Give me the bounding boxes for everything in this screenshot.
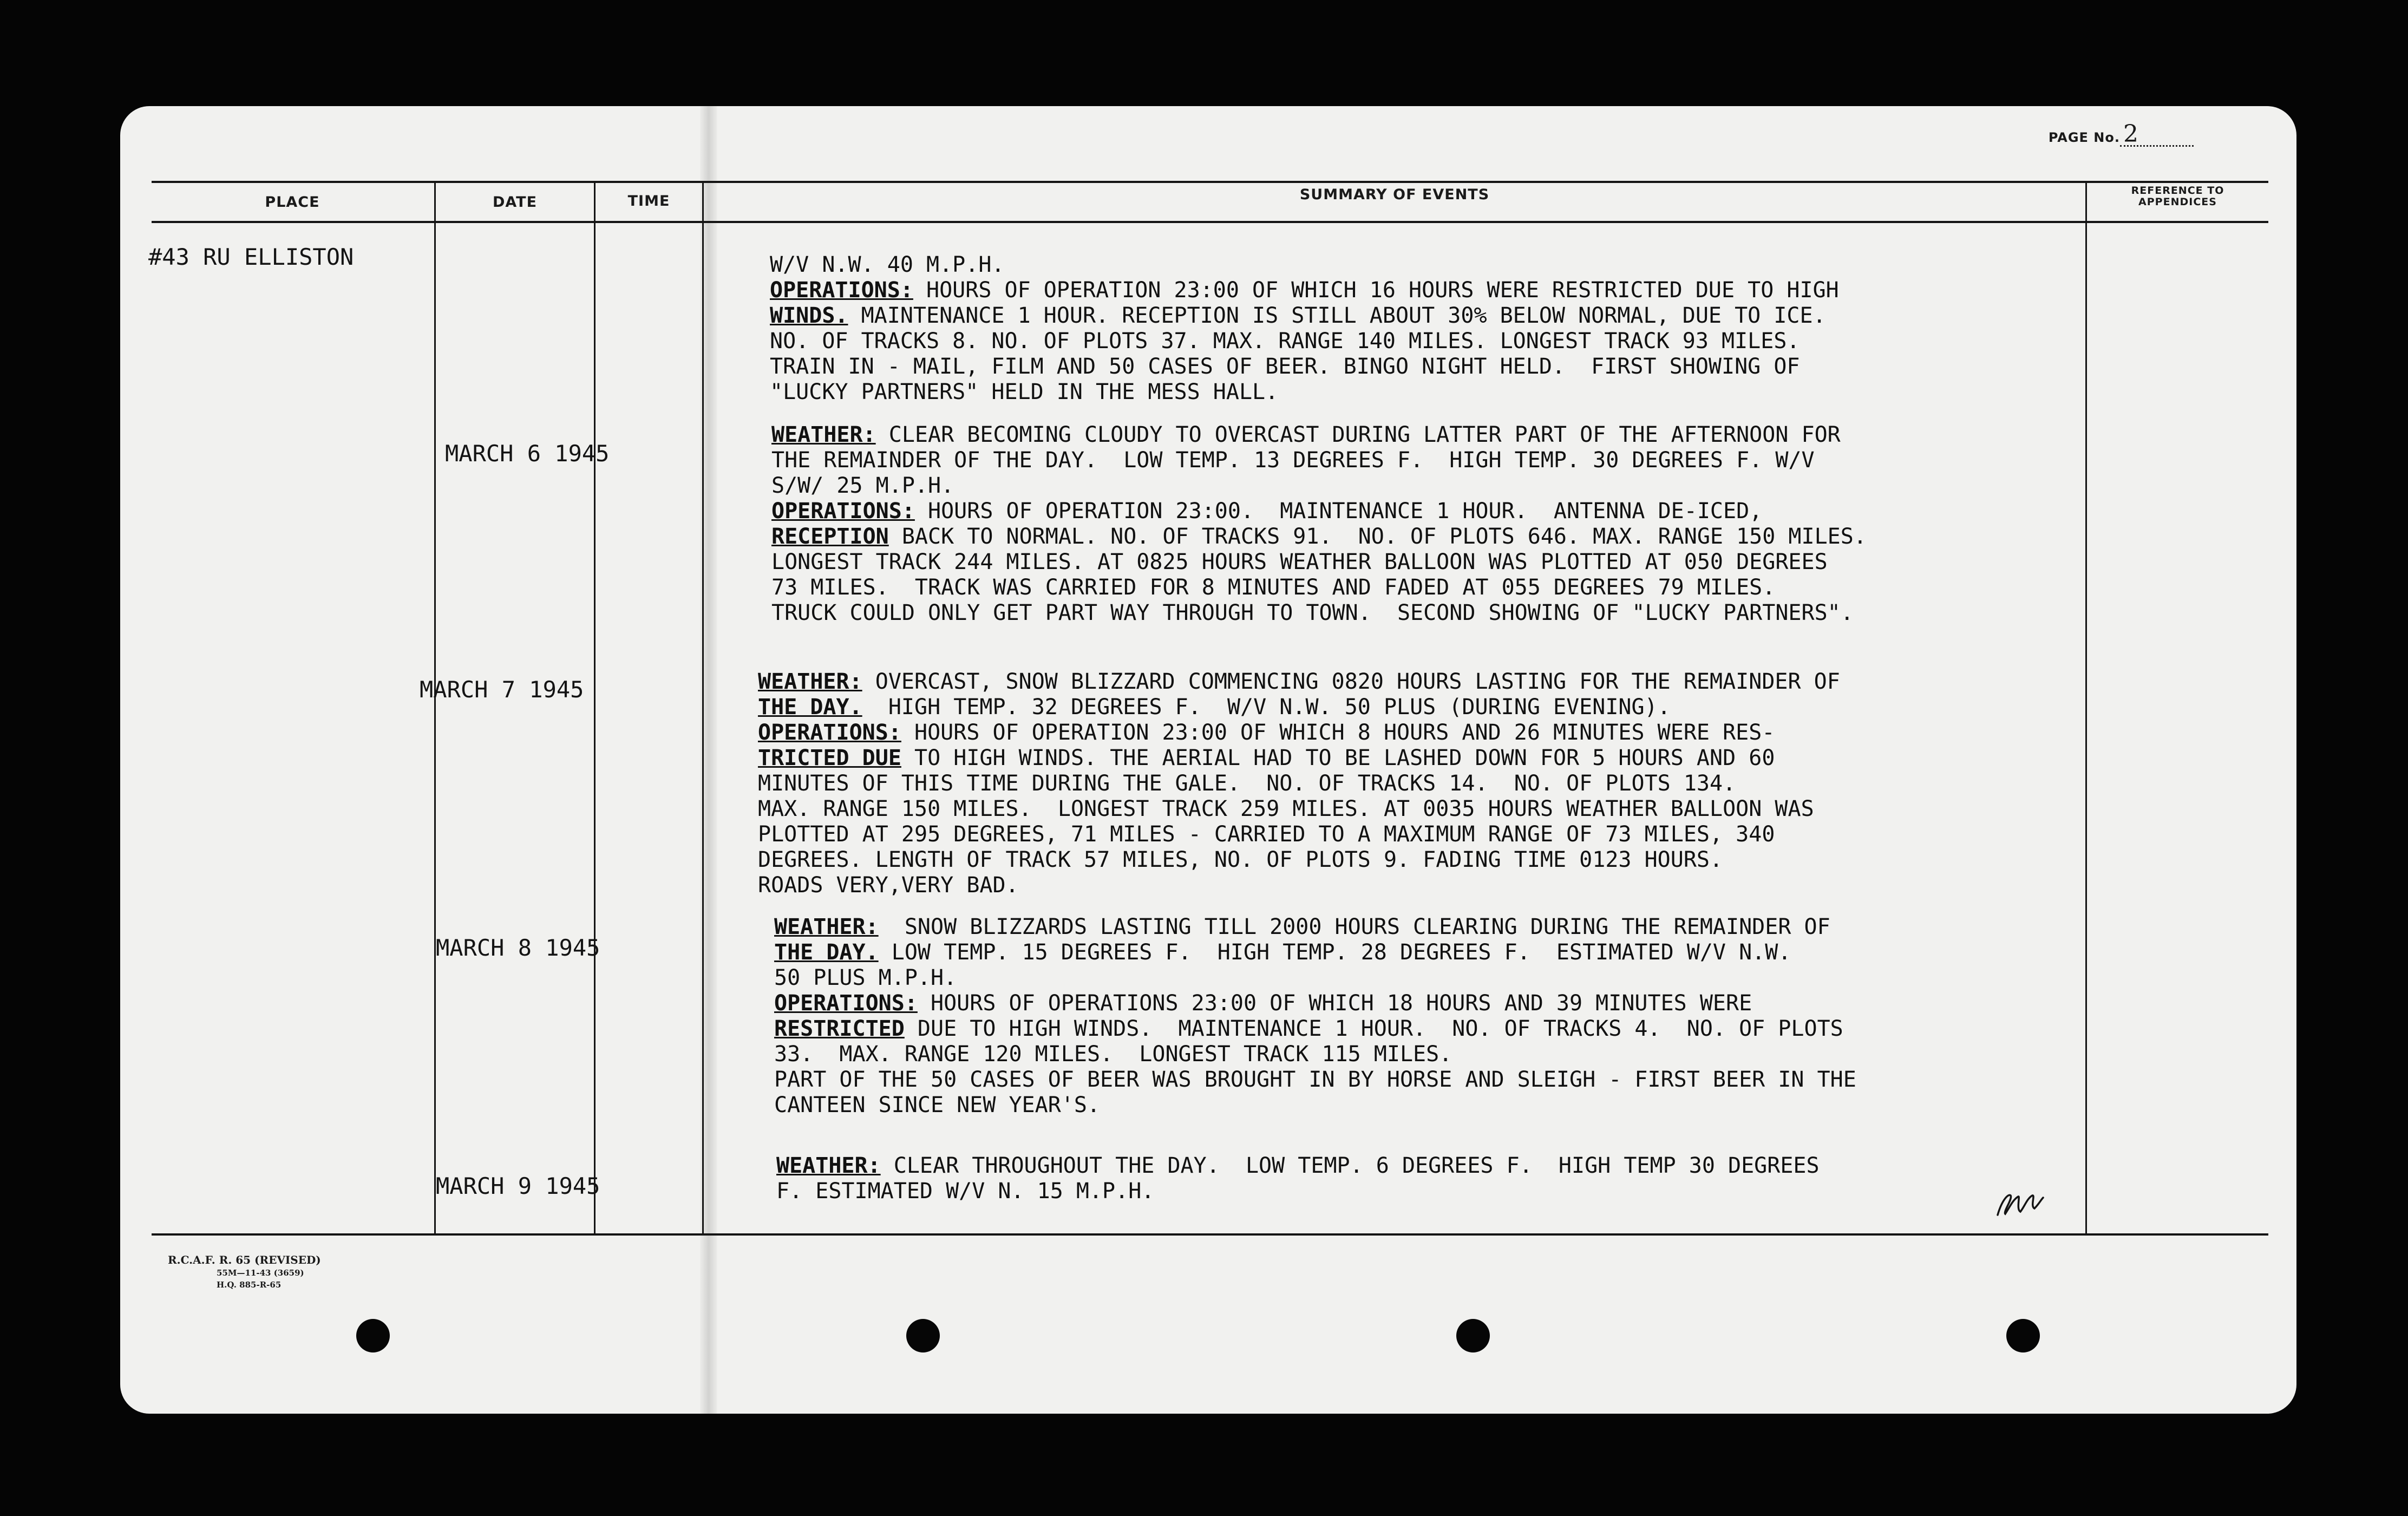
summary-line bbox=[771, 422, 2195, 448]
summary-line bbox=[758, 796, 2182, 822]
document-sheet bbox=[120, 106, 2296, 1414]
summary-line-text: DEGREES. LENGTH OF TRACK 57 MILES, NO. OF PLOTS 9. FADING TIME 0123 HOURS. bbox=[758, 847, 1723, 872]
header-top-rule bbox=[152, 181, 2268, 183]
binder-hole-2 bbox=[906, 1319, 940, 1352]
divider-date-time bbox=[594, 181, 596, 1234]
summary-line bbox=[771, 448, 2195, 473]
summary-line bbox=[770, 278, 2194, 303]
header-reference-line-2: APPENDICES bbox=[2138, 196, 2217, 208]
summary-line bbox=[758, 746, 2182, 771]
place-label: #43 RU ELLISTON bbox=[148, 244, 354, 270]
summary-line bbox=[770, 252, 2194, 278]
summary-line bbox=[771, 524, 2195, 550]
summary-line-text: HIGH TEMP. 32 DEGREES F. W/V N.W. 50 PLUS (DURING EVENING). bbox=[862, 695, 1671, 720]
header-time: TIME bbox=[627, 193, 670, 210]
summary-line bbox=[770, 329, 2194, 354]
entry-continued bbox=[770, 252, 2194, 405]
summary-line-text: CLEAR BECOMING CLOUDY TO OVERCAST DURING LATTER PART OF THE AFTERNOON FOR bbox=[875, 422, 1841, 447]
summary-line-text: LONGEST TRACK 244 MILES. AT 0825 HOURS WEATHER BALLOON WAS PLOTTED AT 050 DEGREES bbox=[771, 550, 1828, 574]
form-hq-code: H.Q. 885-R-65 bbox=[217, 1280, 282, 1290]
summary-line bbox=[771, 550, 2195, 575]
summary-line-text: ROADS VERY,VERY BAD. bbox=[758, 873, 1019, 898]
summary-line bbox=[774, 914, 2198, 940]
summary-line-text: MAINTENANCE 1 HOUR. RECEPTION IS STILL ABOUT 30% BELOW NORMAL, DUE TO ICE. bbox=[848, 303, 1826, 328]
summary-line-heading: THE DAY. bbox=[774, 940, 879, 965]
summary-line bbox=[774, 1042, 2198, 1067]
header-summary: SUMMARY OF EVENTS bbox=[1299, 186, 1490, 203]
summary-line bbox=[774, 940, 2198, 965]
summary-line-heading: OPERATIONS: bbox=[771, 499, 915, 524]
binder-hole-3 bbox=[1456, 1319, 1490, 1352]
summary-line bbox=[770, 380, 2194, 405]
summary-line-heading: OPERATIONS: bbox=[758, 720, 901, 745]
summary-line bbox=[770, 303, 2194, 329]
entry-march-9 bbox=[776, 1153, 2200, 1204]
summary-line-text: HOURS OF OPERATIONS 23:00 OF WHICH 18 HOURS AND 39 MINUTES WERE bbox=[917, 991, 1752, 1016]
summary-line-heading: WINDS. bbox=[770, 303, 848, 328]
page-number-label: PAGE No. bbox=[2048, 130, 2120, 145]
summary-line-text: BACK TO NORMAL. NO. OF TRACKS 91. NO. OF PLOTS 646. MAX. RANGE 150 MILES. bbox=[888, 524, 1867, 549]
summary-line bbox=[770, 354, 2194, 380]
summary-line-text: LOW TEMP. 15 DEGREES F. HIGH TEMP. 28 DEGREES F. ESTIMATED W/V N.W. bbox=[878, 940, 1791, 965]
summary-line-heading: WEATHER: bbox=[771, 422, 876, 447]
summary-line bbox=[774, 991, 2198, 1016]
summary-line-text: TRUCK COULD ONLY GET PART WAY THROUGH TO TOWN. SECOND SHOWING OF "LUCKY PARTNERS". bbox=[771, 600, 1854, 625]
divider-time-summary bbox=[702, 181, 704, 1234]
summary-line-heading: RESTRICTED bbox=[774, 1016, 905, 1041]
divider-place-date bbox=[434, 181, 436, 1234]
summary-line-heading: OPERATIONS: bbox=[774, 991, 918, 1016]
summary-line bbox=[758, 720, 2182, 746]
summary-line-heading: OPERATIONS: bbox=[770, 278, 913, 303]
page-number-value: 2 bbox=[2120, 123, 2194, 147]
form-footer bbox=[168, 1253, 321, 1291]
summary-line bbox=[758, 847, 2182, 873]
summary-line-text: 33. MAX. RANGE 120 MILES. LONGEST TRACK 115 MILES. bbox=[774, 1042, 1452, 1067]
summary-line-text: HOURS OF OPERATION 23:00 OF WHICH 16 HOURS WERE RESTRICTED DUE TO HIGH bbox=[913, 278, 1839, 303]
footer-rule bbox=[152, 1233, 2268, 1236]
summary-line-text: PART OF THE 50 CASES OF BEER WAS BROUGHT IN BY HORSE AND SLEIGH - FIRST BEER IN THE bbox=[774, 1067, 1856, 1092]
summary-line bbox=[776, 1153, 2200, 1179]
summary-line bbox=[774, 1093, 2198, 1118]
summary-line-text: TO HIGH WINDS. THE AERIAL HAD TO BE LASHED DOWN FOR 5 HOURS AND 60 bbox=[901, 746, 1775, 770]
handwritten-initials bbox=[1994, 1188, 2046, 1218]
summary-line-text: HOURS OF OPERATION 23:00 OF WHICH 8 HOURS AND 26 MINUTES WERE RES- bbox=[901, 720, 1775, 745]
summary-line-text: S/W/ 25 M.P.H. bbox=[771, 473, 954, 498]
summary-line-heading: WEATHER: bbox=[758, 669, 862, 694]
date-march-6: MARCH 6 1945 bbox=[445, 440, 610, 467]
summary-line-text: 73 MILES. TRACK WAS CARRIED FOR 8 MINUTES AND FADED AT 055 DEGREES 79 MILES. bbox=[771, 575, 1776, 600]
entry-march-8 bbox=[774, 914, 2198, 1118]
header-reference-line-1: REFERENCE TO bbox=[2131, 185, 2224, 197]
form-number: R.C.A.F. R. 65 (REVISED) bbox=[168, 1253, 321, 1266]
summary-line-heading: WEATHER: bbox=[776, 1153, 881, 1178]
summary-line-text: F. ESTIMATED W/V N. 15 M.P.H. bbox=[776, 1179, 1155, 1204]
header-bottom-rule bbox=[152, 221, 2268, 223]
date-march-8: MARCH 8 1945 bbox=[436, 935, 600, 961]
summary-line-text: TRAIN IN - MAIL, FILM AND 50 CASES OF BEER. BINGO NIGHT HELD. FIRST SHOWING OF bbox=[770, 354, 1800, 379]
entry-march-7 bbox=[758, 669, 2182, 898]
summary-line-text: NO. OF TRACKS 8. NO. OF PLOTS 37. MAX. RANGE 140 MILES. LONGEST TRACK 93 MILES. bbox=[770, 329, 1800, 354]
summary-line-text: 50 PLUS M.P.H. bbox=[774, 965, 957, 990]
summary-line-heading: THE DAY. bbox=[758, 695, 862, 720]
summary-line bbox=[771, 600, 2195, 626]
summary-line bbox=[774, 965, 2198, 991]
summary-line bbox=[771, 575, 2195, 600]
header-date: DATE bbox=[492, 194, 538, 211]
summary-line-text: SNOW BLIZZARDS LASTING TILL 2000 HOURS CLEARING DURING THE REMAINDER OF bbox=[878, 914, 1830, 939]
summary-line-text: OVERCAST, SNOW BLIZZARD COMMENCING 0820 HOURS LASTING FOR THE REMAINDER OF bbox=[862, 669, 1840, 694]
summary-line bbox=[774, 1016, 2198, 1042]
summary-line-text: CLEAR THROUGHOUT THE DAY. LOW TEMP. 6 DEGREES F. HIGH TEMP 30 DEGREES bbox=[880, 1153, 1820, 1178]
header-place: PLACE bbox=[265, 194, 320, 211]
summary-line bbox=[758, 873, 2182, 898]
date-march-9: MARCH 9 1945 bbox=[436, 1173, 600, 1199]
summary-line-heading: TRICTED DUE bbox=[758, 746, 901, 770]
summary-line bbox=[774, 1067, 2198, 1093]
page-number bbox=[2048, 120, 2194, 148]
summary-line-text: W/V N.W. 40 M.P.H. bbox=[770, 252, 1005, 277]
form-print-code: 55M—11-43 (3659) bbox=[217, 1268, 304, 1278]
summary-line-heading: WEATHER: bbox=[774, 914, 879, 939]
date-march-7: MARCH 7 1945 bbox=[420, 676, 584, 703]
summary-line-text: MINUTES OF THIS TIME DURING THE GALE. NO. OF TRACKS 14. NO. OF PLOTS 134. bbox=[758, 771, 1736, 796]
summary-line-text: PLOTTED AT 295 DEGREES, 71 MILES - CARRIED TO A MAXIMUM RANGE OF 73 MILES, 340 bbox=[758, 822, 1775, 847]
summary-line-text: DUE TO HIGH WINDS. MAINTENANCE 1 HOUR. NO. OF TRACKS 4. NO. OF PLOTS bbox=[904, 1016, 1843, 1041]
summary-line-text: MAX. RANGE 150 MILES. LONGEST TRACK 259 MILES. AT 0035 HOURS WEATHER BALLOON WAS bbox=[758, 796, 1814, 821]
binder-hole-1 bbox=[356, 1319, 390, 1352]
entry-march-6 bbox=[771, 422, 2195, 626]
summary-line bbox=[758, 695, 2182, 720]
summary-line-text: THE REMAINDER OF THE DAY. LOW TEMP. 13 DEGREES F. HIGH TEMP. 30 DEGREES F. W/V bbox=[771, 448, 1815, 473]
summary-line-heading: RECEPTION bbox=[771, 524, 889, 549]
summary-line bbox=[776, 1179, 2200, 1204]
summary-line bbox=[771, 499, 2195, 524]
header-reference bbox=[2087, 185, 2268, 208]
summary-line bbox=[758, 669, 2182, 695]
summary-line bbox=[771, 473, 2195, 499]
summary-line bbox=[758, 822, 2182, 847]
summary-line-text: "LUCKY PARTNERS" HELD IN THE MESS HALL. bbox=[770, 380, 1279, 404]
summary-line bbox=[758, 771, 2182, 796]
summary-line-text: CANTEEN SINCE NEW YEAR'S. bbox=[774, 1093, 1101, 1118]
summary-line-text: HOURS OF OPERATION 23:00. MAINTENANCE 1 HOUR. ANTENNA DE-ICED, bbox=[914, 499, 1763, 524]
binder-hole-4 bbox=[2006, 1319, 2040, 1352]
